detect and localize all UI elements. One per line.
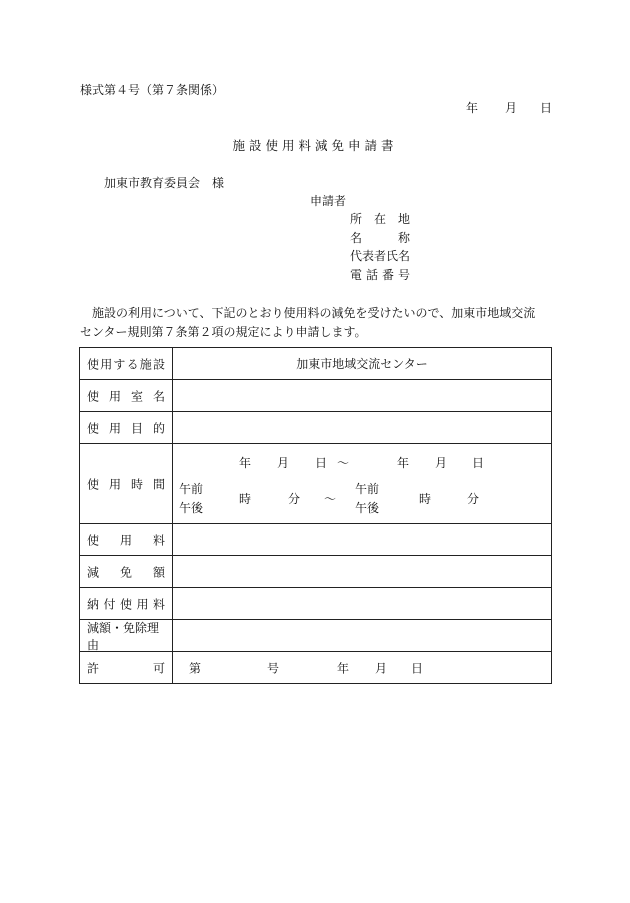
applicant-name-label: 名 称: [350, 231, 411, 245]
table-row-fee: [80, 524, 552, 556]
room-label: 使 用 室 名: [80, 380, 173, 412]
reduction-value[interactable]: [173, 556, 552, 588]
end-day-label: 日: [472, 455, 485, 470]
document-title: 施設使用料減免申請書: [232, 138, 398, 153]
statement-line-2: センター規則第７条第２項の規定により申請します。: [80, 325, 367, 339]
end-pm-label: 午後: [355, 500, 380, 515]
payable-fee-label: 納 付 使 用 料: [80, 588, 173, 620]
permit-day-label: 日: [411, 661, 424, 675]
reason-value[interactable]: [173, 620, 552, 652]
end-hour-label: 時: [419, 491, 432, 506]
fee-value[interactable]: [173, 524, 552, 556]
applicant-representative-label: 代表者氏名: [350, 249, 411, 263]
table-row-reduction: [80, 556, 552, 588]
start-year-label: 年: [239, 455, 252, 470]
date-range-tilde: ～: [337, 455, 350, 470]
table-row-permit: [80, 652, 552, 684]
table-row-facility: [80, 348, 552, 380]
permit-label: 許 可: [80, 652, 173, 684]
start-minute-label: 分: [288, 491, 301, 506]
room-value[interactable]: [173, 380, 552, 412]
fee-label: 使 用 料: [80, 524, 173, 556]
start-month-label: 月: [277, 455, 290, 470]
reason-label: 減額・免除理由: [80, 620, 173, 652]
end-month-label: 月: [435, 455, 448, 470]
applicant-heading: 申請者: [310, 194, 347, 208]
end-year-label: 年: [397, 455, 410, 470]
statement-line-1: 施設の利用について、下記のとおり使用料の減免を受けたいので、加東市地域交流: [80, 306, 536, 320]
table-row-time: [80, 444, 552, 524]
table-row-room: [80, 380, 552, 412]
time-range-tilde: ～: [324, 491, 337, 506]
permit-dai-label: 第: [189, 661, 202, 675]
permit-month-label: 月: [375, 661, 388, 675]
table-row-purpose: [80, 412, 552, 444]
table-row-payable-fee: [80, 588, 552, 620]
date-year-label: 年: [466, 101, 479, 115]
end-minute-label: 分: [467, 491, 480, 506]
permit-go-label: 号: [267, 661, 280, 675]
purpose-label: 使 用 目 的: [80, 412, 173, 444]
permit-year-label: 年: [337, 661, 350, 675]
facility-label: 使 用 す る 施 設: [80, 348, 173, 380]
purpose-value[interactable]: [173, 412, 552, 444]
end-am-label: 午前: [355, 481, 380, 496]
applicant-phone-label: 電 話 番 号: [350, 268, 411, 282]
start-day-label: 日: [315, 455, 328, 470]
applicant-address-label: 所 在 地: [350, 212, 411, 226]
submission-date: [460, 101, 552, 115]
time-label: 使 用 時 間: [80, 444, 173, 524]
application-table: [79, 347, 552, 684]
facility-value[interactable]: 加東市地域交流センター: [173, 348, 552, 380]
start-pm-label: 午後: [179, 500, 204, 515]
addressee: 加東市教育委員会 様: [104, 176, 225, 190]
date-day-label: 日: [540, 101, 553, 115]
date-month-label: 月: [505, 101, 518, 115]
permit-value[interactable]: [173, 652, 552, 684]
start-am-label: 午前: [179, 481, 204, 496]
time-value[interactable]: [173, 444, 552, 524]
application-statement: [80, 304, 554, 342]
table-row-reason: [80, 620, 552, 652]
payable-fee-value[interactable]: [173, 588, 552, 620]
start-hour-label: 時: [239, 491, 252, 506]
form-number: 様式第４号（第７条関係）: [80, 83, 225, 97]
reduction-label: 減 免 額: [80, 556, 173, 588]
